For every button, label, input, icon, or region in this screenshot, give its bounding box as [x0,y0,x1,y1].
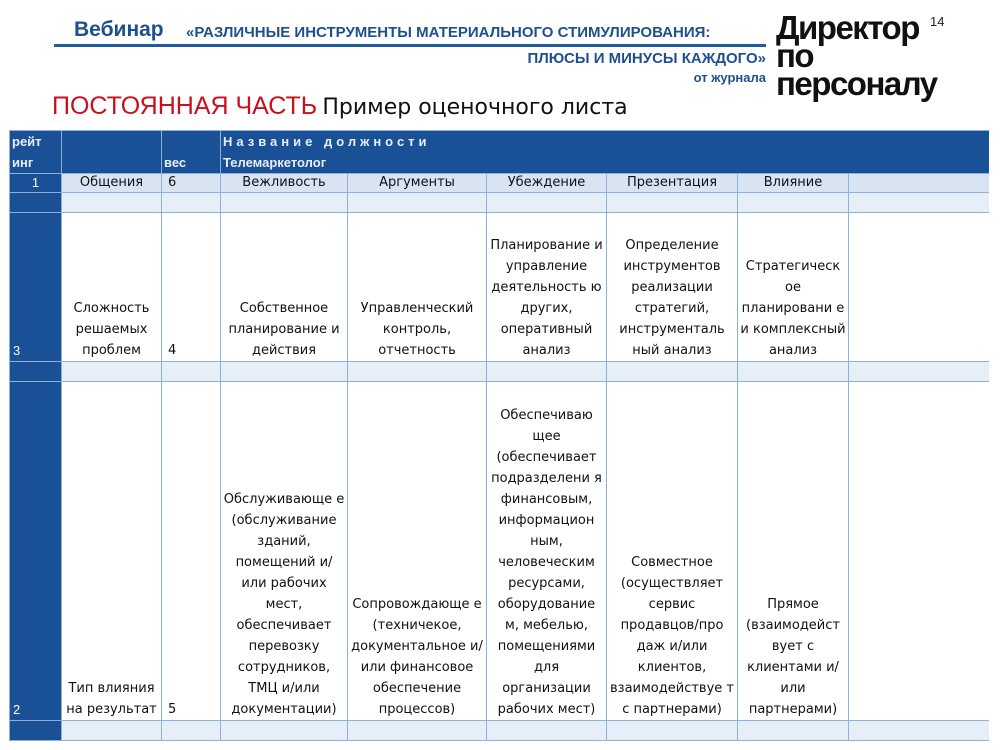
spacer-cell [348,721,487,741]
row-criterion: Общения [62,174,162,193]
journal-logo [776,9,976,102]
spacer-cell [221,721,348,741]
row-weight: 5 [162,382,221,721]
position-label: Название должности [223,134,431,149]
table-row [10,174,990,193]
webinar-title-line-2: ПЛЮСЫ И МИНУСЫ КАЖДОГО» [527,50,766,67]
page-number: 14 [930,14,945,29]
spacer-cell [738,721,849,741]
slide-title-red: ПОСТОЯННАЯ ЧАСТЬ [52,92,318,120]
spacer-cell [10,193,62,213]
row-cell: Собственное планирование и действия [221,213,348,362]
webinar-label: Вебинар [74,18,164,41]
header-weight: вес [162,131,221,174]
spacer-cell [849,721,990,741]
webinar-title-line-1: «РАЗЛИЧНЫЕ ИНСТРУМЕНТЫ МАТЕРИАЛЬНОГО СТИМУЛИРОВАНИЯ: [186,24,711,41]
spacer-cell [162,193,221,213]
position-name: Телемаркетолог [223,155,327,170]
header-position [221,131,990,174]
logo-line-2: по персоналу [776,37,937,102]
row-rating: 1 [10,174,62,193]
row-cell [849,382,990,721]
row-cell: Стратегическ ое планировани е и комплексный анализ [738,213,849,362]
row-criterion: Тип влияния на результат [62,382,162,721]
row-cell: Влияние [738,174,849,193]
spacer-cell [607,721,738,741]
row-rating: 2 [10,382,62,721]
row-cell: Планирование и управление деятельность ю других, оперативный анализ [487,213,607,362]
spacer-row [10,721,990,741]
spacer-cell [10,362,62,382]
row-cell: Презентация [607,174,738,193]
table-header-row [10,131,990,174]
row-cell: Прямое (взаимодейст вует с клиентами и/или партнерами) [738,382,849,721]
spacer-cell [62,721,162,741]
evaluation-table [9,130,989,741]
spacer-cell [607,193,738,213]
row-cell: Обслуживающе е (обслуживание зданий, помещений и/или рабочих мест, обеспечивает перевозку сотрудников, ТМЦ и/или документации) [221,382,348,721]
spacer-cell [221,193,348,213]
spacer-cell [10,721,62,741]
spacer-cell [738,193,849,213]
slide-header [0,0,1000,130]
row-cell: Определение инструментов реализации стратегий, инструменталь ный анализ [607,213,738,362]
spacer-cell [348,362,487,382]
spacer-cell [162,721,221,741]
row-cell: Убеждение [487,174,607,193]
row-cell: Совместное (осуществляет сервис продавцов/про даж и/или клиентов, взаимодействуе т с партнерами) [607,382,738,721]
journal-from-label: от журнала [693,70,766,85]
row-weight: 6 [162,174,221,193]
spacer-cell [607,362,738,382]
row-cell [849,213,990,362]
row-cell: Вежливость [221,174,348,193]
spacer-cell [62,362,162,382]
row-cell: Обеспечиваю щее (обеспечивает подразделени я финансовым, информацион ным, человеческим ресурсами, оборудование м, мебелью, помещениями для организации рабочих мест) [487,382,607,721]
table-row [10,382,990,721]
spacer-cell [849,193,990,213]
row-criterion: Сложность решаемых проблем [62,213,162,362]
evaluation-table-wrapper [9,130,989,750]
spacer-cell [738,362,849,382]
row-cell: Сопровождающе е (техничекое, документальное и/или финансовое обеспечение процессов) [348,382,487,721]
row-cell [849,174,990,193]
spacer-cell [162,362,221,382]
spacer-cell [221,362,348,382]
slide-title-black: Пример оценочного листа [322,95,628,120]
spacer-cell [348,193,487,213]
slide-title [52,92,628,121]
table-row [10,213,990,362]
header-rating: рейт инг [10,131,62,174]
spacer-row [10,193,990,213]
spacer-cell [62,193,162,213]
row-cell: Управленческий контроль, отчетность [348,213,487,362]
row-weight: 4 [162,213,221,362]
spacer-cell [487,193,607,213]
logo-line-1: Директор [776,9,919,46]
header-criterion [62,131,162,174]
spacer-cell [487,362,607,382]
row-cell: Аргументы [348,174,487,193]
spacer-row [10,362,990,382]
spacer-cell [849,362,990,382]
spacer-cell [487,721,607,741]
row-rating: 3 [10,213,62,362]
